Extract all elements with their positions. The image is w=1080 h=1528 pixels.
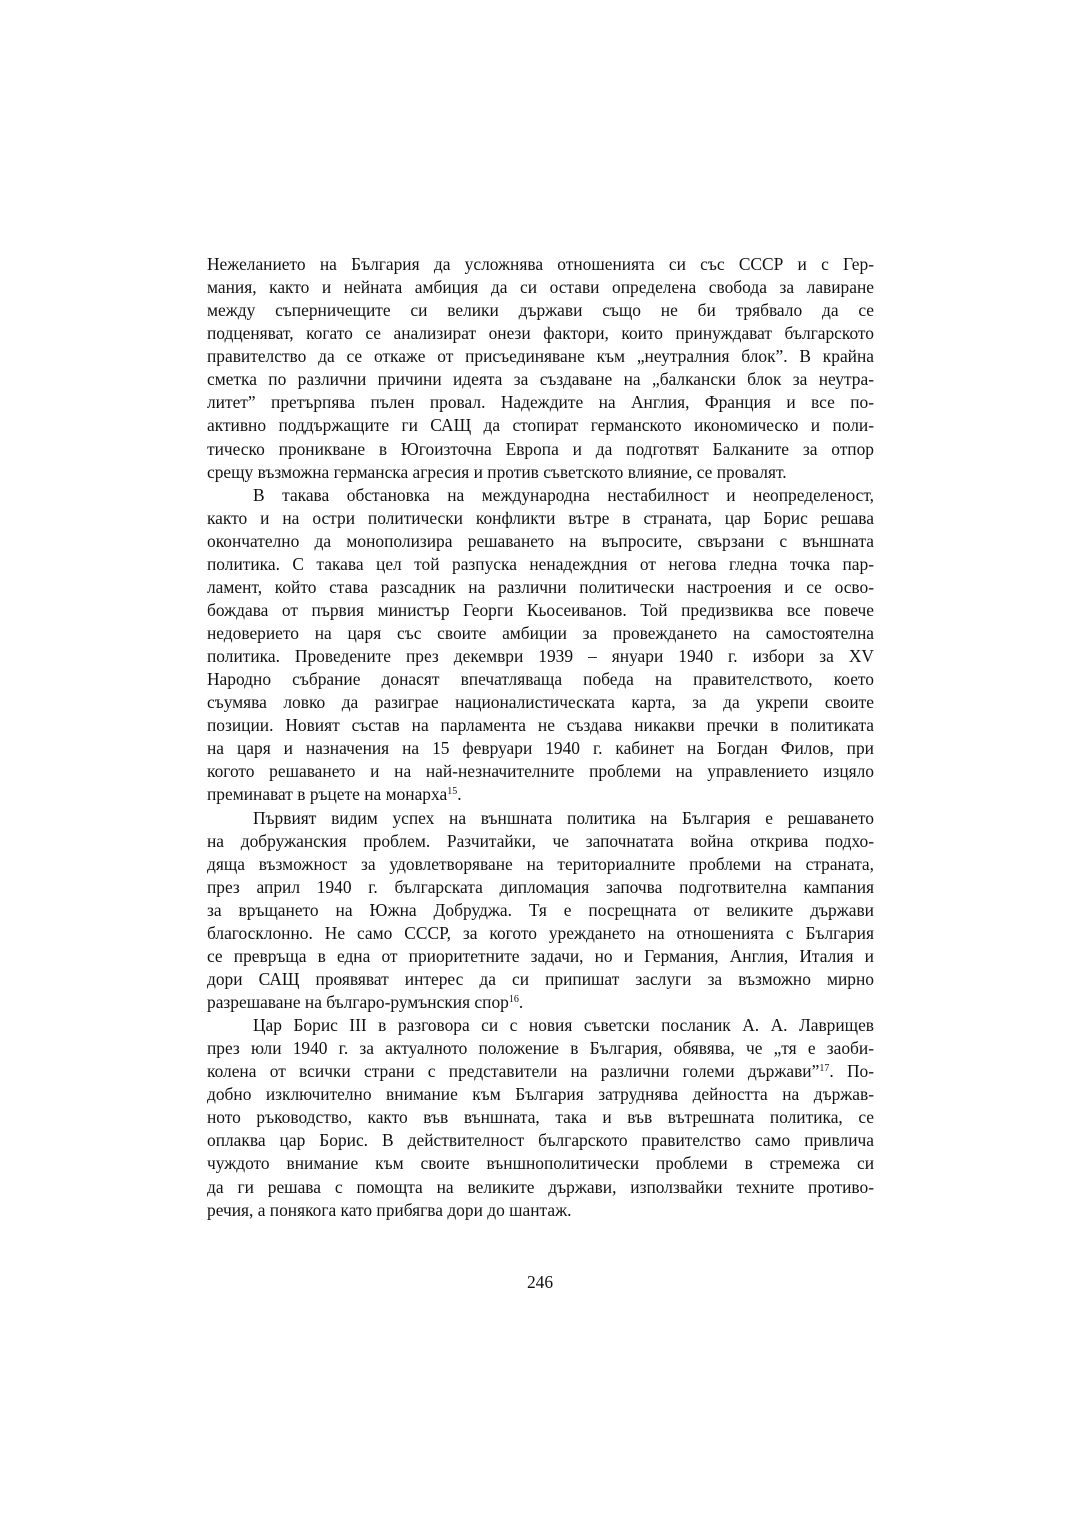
text-line bbox=[207, 1199, 874, 1222]
line-text: недоверието на царя със своите амбиции за провеждането на самостоятелна bbox=[207, 623, 874, 643]
text-line bbox=[207, 1060, 874, 1083]
footnote-ref: 15 bbox=[447, 786, 458, 798]
line-tail: . bbox=[518, 992, 524, 1012]
line-text: речия, а понякога като прибягва дори до шантаж. bbox=[207, 1199, 572, 1220]
text-line bbox=[207, 414, 874, 437]
text-line bbox=[207, 599, 874, 622]
line-text: добно изключително внимание към България затруднява дейността на държав- bbox=[207, 1084, 874, 1105]
line-text: през април 1940 г. българската дипломация започва подготвителна кампания bbox=[207, 876, 874, 897]
line-text: позиции. Новият състав на парламента не създава никакви пречки в политиката bbox=[207, 715, 874, 736]
text-line bbox=[207, 1106, 874, 1129]
text-line bbox=[207, 438, 874, 461]
line-text: политика. Проведените през декември 1939 – януари 1940 г. избори за XV bbox=[207, 646, 874, 667]
text-line bbox=[207, 484, 874, 507]
line-text: съумява ловко да разиграе националистическата карта, за да укрепи своите bbox=[207, 692, 874, 713]
line-text: активно поддържащите ги САЩ да стопират германското икономическо и поли- bbox=[207, 415, 874, 436]
body-text bbox=[207, 253, 874, 1222]
line-text: Цар Борис III в разговора си с новия съветски посланик А. А. Лаврищев bbox=[253, 1015, 874, 1036]
paragraph bbox=[207, 807, 874, 1015]
text-line bbox=[207, 807, 874, 830]
text-line bbox=[207, 922, 874, 945]
line-text: на добружанския проблем. Разчитайки, че започнатата война открива подхо- bbox=[207, 830, 874, 851]
text-line bbox=[207, 876, 874, 899]
text-line bbox=[207, 276, 874, 299]
line-text: срещу възможна германска агресия и против съветското влияние, се провалят. bbox=[207, 461, 787, 482]
page-number: 246 bbox=[526, 1272, 554, 1292]
text-line bbox=[207, 945, 874, 968]
line-text: Нежеланието на България да усложнява отношенията си със СССР и с Гер- bbox=[207, 254, 874, 274]
text-line bbox=[207, 1083, 874, 1106]
line-text: колена от всички страни с представители на различни големи държави” bbox=[207, 1061, 820, 1082]
paragraph bbox=[207, 484, 874, 807]
text-line bbox=[207, 299, 874, 322]
text-line bbox=[207, 391, 874, 414]
text-line bbox=[207, 783, 874, 806]
text-line bbox=[207, 760, 874, 783]
line-text: чуждото внимание към своите външнополитически проблеми в стремежа си bbox=[207, 1153, 874, 1174]
text-line bbox=[207, 668, 874, 691]
line-text: през юли 1940 г. за актуалното положение в България, обявява, че „тя е заоби- bbox=[207, 1038, 874, 1059]
line-text: когото решаването и на най-незначителните проблеми на управлението изцяло bbox=[207, 761, 874, 782]
line-text: се превръща в една от приоритетните задачи, но и Германия, Англия, Италия и bbox=[207, 945, 874, 966]
line-text: бождава от първия министър Георги Кьосеиванов. Той предизвиква все повече bbox=[207, 599, 874, 620]
text-line bbox=[207, 830, 874, 853]
text-line bbox=[207, 553, 874, 576]
text-line bbox=[207, 968, 874, 991]
line-text: преминават в ръцете на монарха bbox=[207, 784, 448, 805]
line-text: сметка по различни причини идеята за създаване на „балкански блок за неутра- bbox=[207, 369, 874, 390]
line-text: В такава обстановка на международна нестабилност и неопределеност, bbox=[253, 484, 874, 505]
line-text: подценяват, когато се анализират онези фактори, които принуждават българското bbox=[207, 323, 874, 344]
line-text: ламент, който става разсадник на различни политически настроения и се осво- bbox=[207, 576, 874, 597]
line-text: дяща възможност за удовлетворяване на териториалните проблеми на страната, bbox=[207, 853, 874, 874]
line-text: правителство да се откаже от присъединяване към „неутралния блок”. В крайна bbox=[207, 346, 874, 367]
line-text: Народно събрание донасят впечатляваща победа на правителството, което bbox=[207, 669, 874, 690]
text-line bbox=[207, 576, 874, 599]
line-text: мания, както и нейната амбиция да си остави определена свобода за лавиране bbox=[207, 277, 874, 298]
text-line bbox=[207, 853, 874, 876]
line-text: за връщането на Южна Добруджа. Тя е посрещната от великите държави bbox=[207, 899, 874, 920]
text-line bbox=[207, 507, 874, 530]
line-text: политика. С такава цел той разпуска ненадеждния от негова гледна точка пар- bbox=[207, 553, 874, 574]
text-line bbox=[207, 253, 874, 276]
text-line bbox=[207, 1152, 874, 1175]
text-line bbox=[207, 1014, 874, 1037]
text-line bbox=[207, 737, 874, 760]
line-text: литет” претърпява пълен провал. Надеждите на Англия, Франция и все по- bbox=[207, 392, 874, 413]
line-text: окончателно да монополизира решаването на въпросите, свързани с външната bbox=[207, 530, 874, 551]
text-line bbox=[207, 1176, 874, 1199]
paragraph bbox=[207, 1014, 874, 1222]
text-line bbox=[207, 622, 874, 645]
line-text: между съперничещите си велики държави също не би трябвало да се bbox=[207, 300, 874, 321]
line-text: ното ръководство, както във външната, така и във вътрешната политика, се bbox=[207, 1107, 874, 1128]
text-line bbox=[207, 714, 874, 737]
text-line bbox=[207, 899, 874, 922]
footnote-ref: 16 bbox=[508, 994, 519, 1005]
text-line bbox=[207, 1037, 874, 1060]
text-line bbox=[207, 530, 874, 553]
text-line bbox=[207, 1129, 874, 1152]
footnote-ref: 17 bbox=[819, 1063, 830, 1075]
line-text: дори САЩ проявяват интерес да си припишат заслуги за възможно мирно bbox=[207, 968, 874, 989]
line-text: на царя и назначения на 15 февруари 1940 г. кабинет на Богдан Филов, при bbox=[207, 738, 874, 759]
line-tail: . По- bbox=[829, 1061, 874, 1082]
text-line bbox=[207, 345, 874, 368]
line-text: разрешаване на българо-румънския спор bbox=[207, 992, 509, 1012]
line-text: Първият видим успех на външната политика на България е решаването bbox=[253, 807, 874, 828]
text-line bbox=[207, 368, 874, 391]
line-text: тическо проникване в Югоизточна Европа и да подготвят Балканите за отпор bbox=[207, 438, 874, 459]
text-line bbox=[207, 645, 874, 668]
text-line bbox=[207, 691, 874, 714]
line-text: благосклонно. Не само СССР, за когото уреждането на отношенията с България bbox=[207, 922, 874, 943]
line-tail: . bbox=[457, 784, 462, 805]
text-line bbox=[207, 322, 874, 345]
text-line bbox=[207, 991, 874, 1014]
line-text: да ги решава с помощта на великите държави, използвайки техните противо- bbox=[207, 1176, 874, 1197]
text-line bbox=[207, 461, 874, 484]
paragraph bbox=[207, 253, 874, 484]
line-text: както и на остри политически конфликти вътре в страната, цар Борис решава bbox=[207, 507, 874, 528]
line-text: оплаква цар Борис. В действителност българското правителство само привлича bbox=[207, 1130, 874, 1151]
